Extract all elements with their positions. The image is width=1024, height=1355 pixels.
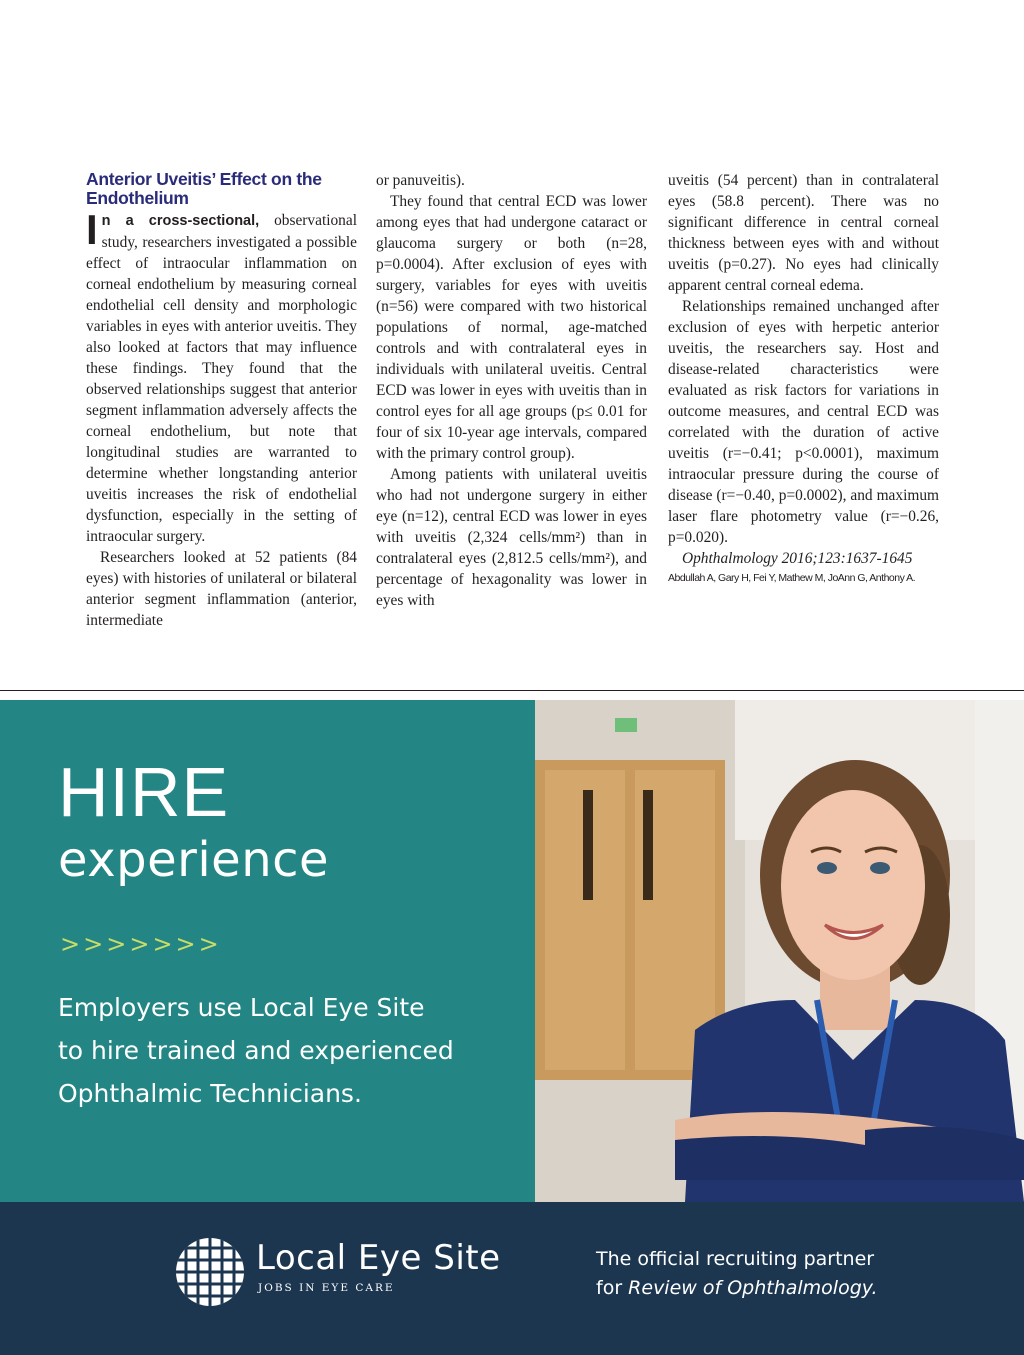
ad-hire-title: HIRE [58, 753, 230, 831]
article-column-3 [668, 170, 939, 585]
article-paragraph: Among patients with unilateral uveitis who had not undergone surgery in either eye (n=12), central ECD was lower in eyes with uveitis (2,324 cells/mm²) than in contralateral eyes (2,812.5 cells/mm²), and percentage of hexagonality was lower in eyes with [376, 466, 647, 609]
article-paragraph: Relationships remained unchanged after exclusion of eyes with herpetic anterior uveitis, the researchers say. Host and disease-related characteristics were evaluated as risk factors for variations in outcome measures, and central ECD was correlated with the duration of active uveitis (r=−0.41; p<0.0001), maximum intraocular pressure during the course of disease (r=−0.40, p=0.0002), and maximum laser flare photometry value (r=−0.26, p=0.020). [668, 298, 939, 546]
article-column-2 [376, 170, 647, 611]
partner-text [596, 1245, 878, 1303]
ad-photo-nurse [535, 700, 1024, 1202]
ad-tagline-line: Ophthalmic Technicians. [58, 1079, 362, 1108]
ad-tagline [58, 986, 518, 1115]
drop-cap: I [86, 206, 98, 253]
article-heading: Anterior Uveitis’ Effect on the Endothelium [86, 169, 322, 208]
author-list: Abdullah A, Gary H, Fei Y, Mathew M, JoAnn G, Anthony A. [668, 572, 916, 584]
partner-prefix: for [596, 1277, 629, 1299]
intro-text: observational study, researchers investigated a possible effect of intraocular inflammation on corneal endothelium by measuring corneal endothelial cell density and morphologic variables in eyes with anterior uveitis. They also looked at factors that may influence these findings. They found that the observed relationships suggest that anterior segment inflammation adversely affects the corneal endothelium, but note that longitudinal studies are warranted to determine whether longstanding anterior uveitis increases the risk of endothelial dysfunction, especially in the setting of intraocular surgery. [86, 212, 357, 545]
article-column-1 [86, 170, 357, 631]
ad-arrows: >>>>>>> [60, 930, 222, 958]
ad-experience-title: experience [58, 832, 330, 888]
article-paragraph: or panuveitis). [376, 172, 465, 189]
article-paragraph: uveitis (54 percent) than in contralateral eyes (58.8 percent). There was no significant difference in central corneal thickness between eyes with and without uveitis (p=0.27). No eyes had clinically apparent central corneal edema. [668, 172, 939, 294]
logo-wordmark: Local Eye Site [256, 1238, 501, 1278]
journal-citation: Ophthalmology 2016;123:1637-1645 [682, 550, 913, 567]
ad-tagline-line: Employers use Local Eye Site [58, 993, 425, 1022]
partner-journal: Review of Ophthalmology. [628, 1277, 878, 1299]
ad-tagline-line: to hire trained and experienced [58, 1036, 454, 1065]
local-eye-site-logo[interactable] [172, 1236, 532, 1308]
article-paragraph: Researchers looked at 52 patients (84 eyes) with histories of unilateral or bilateral anterior segment inflammation (anterior, intermediate [86, 549, 357, 629]
section-divider [0, 690, 1024, 691]
lead-in: n a cross-sectional, [101, 213, 260, 229]
logo-subtitle: JOBS IN EYE CARE [258, 1282, 395, 1294]
nurse-photo-illustration [535, 700, 1024, 1202]
eye-grid-logo-icon [172, 1236, 248, 1308]
article [86, 170, 938, 680]
partner-line-1: The official recruiting partner [596, 1248, 875, 1270]
article-paragraph-intro [86, 206, 357, 547]
article-paragraph: They found that central ECD was lower among eyes that had undergone cataract or glaucoma surgery or both (n=28, p=0.0004). After exclusion of eyes with surgery, variables for eyes with uveitis (n=56) were compared with two historical populations of normal, age-matched controls and with contralateral eyes in individuals with unilateral uveitis. Central ECD was lower in eyes with uveitis than in control eyes for all age groups (p≤ 0.01 for four of six 10-year age intervals, compared with the primary control group). [376, 193, 647, 462]
partner-line-2 [596, 1274, 878, 1303]
